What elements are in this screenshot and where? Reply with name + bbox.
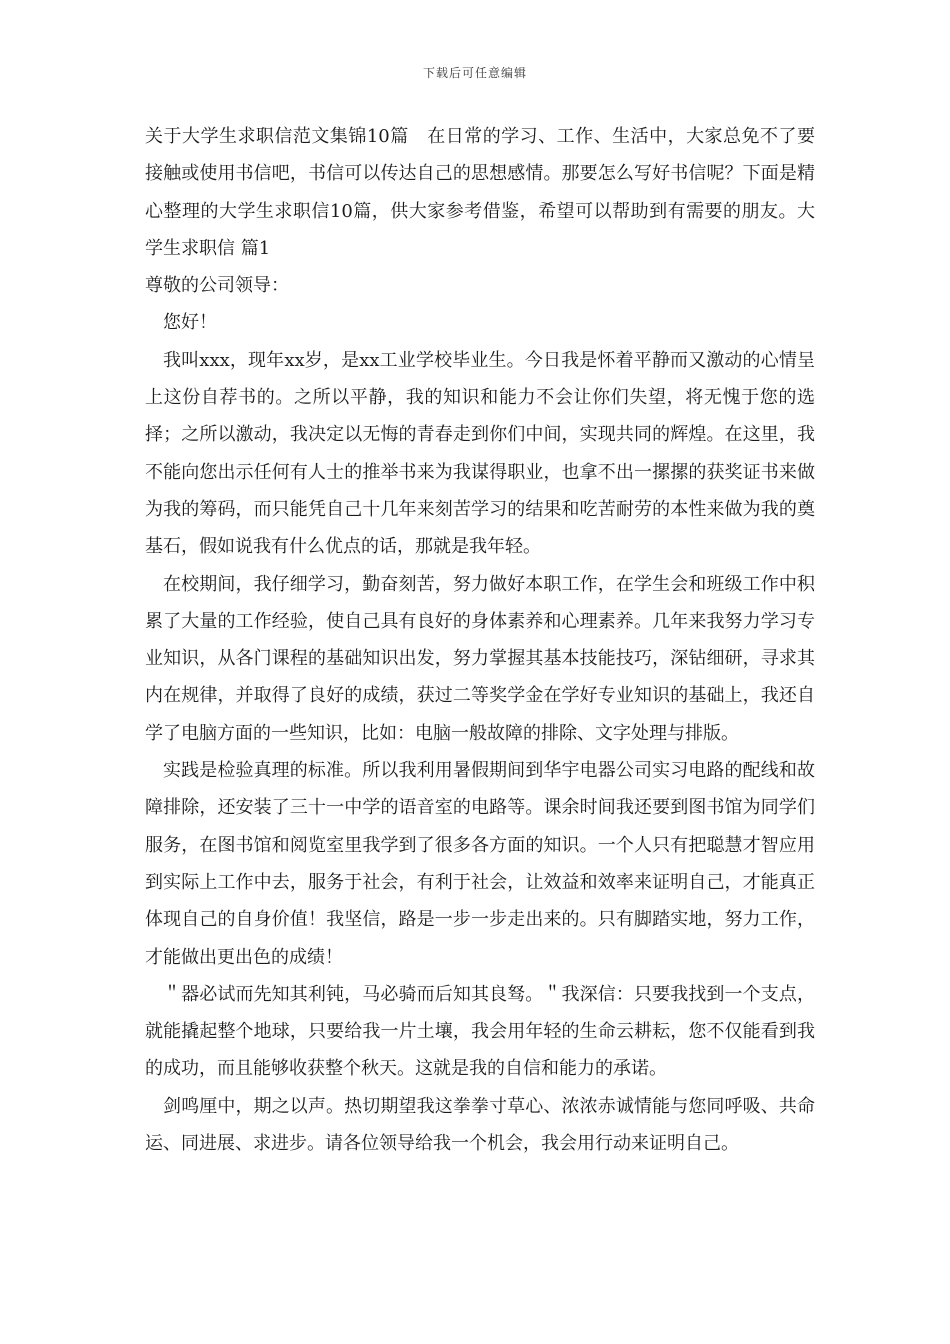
document-body xyxy=(145,118,815,1162)
greeting: 您好！ xyxy=(163,312,217,334)
intro-paragraph: 关于大学生求职信范文集锦10篇 在日常的学习、工作、生活中，大家总免不了要接触或使用书信吧，书信可以传达自己的思想感情。那要怎么写好书信呢？下面是精心整理的大学生求职信10篇，供大家参考借鉴，希望可以帮助到有需要的朋友。大学生求职信 篇1 xyxy=(145,126,815,259)
body-paragraph: 我叫xxx，现年xx岁，是xx工业学校毕业生。今日我是怀着平静而又激动的心情呈上这份自荐书的。之所以平静，我的知识和能力不会让你们失望，将无愧于您的选择；之所以激动，我决定以无悔的青春走到你们中间，实现共同的辉煌。在这里，我不能向您出示任何有人士的推举书来为我谋得职业，也拿不出一摞摞的获奖证书来做为我的筹码，而只能凭自己十几年来刻苦学习的结果和吃苦耐劳的本性来做为我的奠基石，假如说我有什么优点的话，那就是我年轻。 xyxy=(145,349,815,558)
body-paragraph: 在校期间，我仔细学习，勤奋刻苦，努力做好本职工作，在学生会和班级工作中积累了大量的工作经验，使自己具有良好的身体素养和心理素养。几年来我努力学习专业知识，从各门课程的基础知识出发，努力掌握其基本技能技巧，深钻细研，寻求其内在规律，并取得了良好的成绩，获过二等奖学金在学好专业知识的基础上，我还自学了电脑方面的一些知识，比如：电脑一般故障的排除、文字处理与排版。 xyxy=(145,573,815,744)
page-header: 下载后可任意编辑 xyxy=(422,66,527,80)
body-paragraph: ＂器必试而先知其利钝，马必骑而后知其良驽。＂我深信：只要我找到一个支点，就能撬起整个地球，只要给我一片土壤，我会用年轻的生命云耕耘，您不仅能看到我的成功，而且能够收获整个秋天。这就是我的自信和能力的承诺。 xyxy=(145,983,815,1080)
body-paragraph: 实践是检验真理的标准。所以我利用暑假期间到华宇电器公司实习电路的配线和故障排除，还安装了三十一中学的语音室的电路等。课余时间我还要到图书馆为同学们服务，在图书馆和阅览室里我学到了很多各方面的知识。一个人只有把聪慧才智应用到实际上工作中去，服务于社会，有利于社会，让效益和效率来证明自己，才能真正体现自己的自身价值！我坚信，路是一步一步走出来的。只有脚踏实地，努力工作，才能做出更出色的成绩！ xyxy=(145,760,815,968)
salutation: 尊敬的公司领导： xyxy=(145,275,289,297)
body-paragraph: 剑鸣厘中，期之以声。热切期望我这拳拳寸草心、浓浓赤诚情能与您同呼吸、共命运、同进展、求进步。请各位领导给我一个机会，我会用行动来证明自己。 xyxy=(145,1095,815,1155)
